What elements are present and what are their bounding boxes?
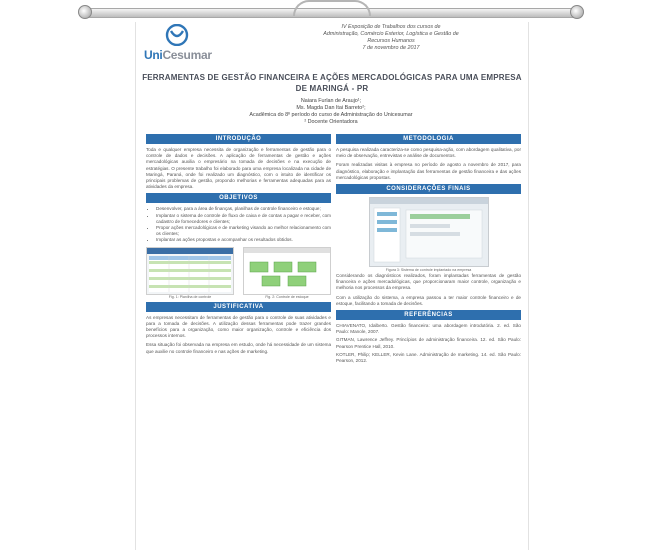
list-item: • Desenvolver, para a área de finanças, planilhas de controle financeiro e estoque; [156,206,331,212]
figure-caption-1: Fig. 1: Planilha de controle [168,294,212,299]
metodologia-text-1: A pesquisa realizada caracteriza-se como pesquisa-ação, com abordagem qualitativa, por meio de observação, entrevistas e análise de documentos. [336,147,521,159]
objetivos-list [146,206,331,243]
event-line-4: 7 de novembro de 2017 [362,45,420,51]
poster-title: FERRAMENTAS DE GESTÃO FINANCEIRA E AÇÕES MERCADOLÓGICAS PARA UMA EMPRESA DE MARINGÁ - PR [142,73,522,93]
justificativa-text-2: Essa situação foi observada na empresa em estudo, onde há necessidade de um sistema que auxilie no controle financeiro e nas ações de marketing. [146,342,331,354]
consideracoes-text-1: Considerando os diagnósticos realizados, foram implantadas ferramentas de gestão financeira e ações mercadológicas, que proporcionaram maior controle, organização e melhoria nos processos da empresa. [336,273,521,291]
event-header [286,24,496,52]
right-column [336,134,521,366]
section-heading-consideracoes: CONSIDERAÇÕES FINAIS [336,184,521,194]
list-item: • Implantar as ações propostas e acompanhar os resultados obtidos. [156,237,331,243]
section-heading-objetivos: OBJETIVOS [146,193,331,203]
figure-row [146,247,331,300]
introducao-text: Toda e qualquer empresa necessita de organização e ferramentas de gestão para o controle de dados e decisões. A aplicação de ferramentas de gestão e ações mercadológicas auxilia o empresário na tomada de decisões e na execução de estratégias. O presente trabalho foi elaborado para uma empresa localizada na cidade de Maringá, Paraná, onde foi realizado um diagnóstico, com o intuito de identificar os principais problemas de gestão, propondo melhorias e ferramentas adequadas para as atividades da empresa. [146,147,331,190]
reference-item: CHIAVENATO, Idalberto. Gestão financeira: uma abordagem introdutória. 2. ed. São Paulo: Manole, 2007. [336,323,521,335]
section-heading-metodologia: METODOLOGIA [336,134,521,144]
logo-mark-icon [164,24,190,46]
figure-spreadsheet-image [146,247,234,295]
list-item: • Implantar o sistema de controle de fluxo de caixa e de contas a pagar e receber, com cadastro de fornecedores e clientes; [156,213,331,225]
reference-item: GITMAN, Lawrence Jeffrey. Princípios de administração financeira. 12. ed. São Paulo: Pearson Prentice Hall, 2010. [336,337,521,349]
referencias-block [336,310,521,364]
poster [135,22,529,550]
affiliation: Acadêmica do 8º período do curso de Administração do Unicesumar [249,112,413,118]
event-line-3: Recursos Humanos [367,38,415,44]
screenshot-caption: Figura 3: Sistema de controle implantado na empresa [385,268,472,273]
list-item: • Propor ações mercadológicas e de marketing visando ao melhor relacionamento com os clientes; [156,225,331,237]
section-heading-introducao: INTRODUÇÃO [146,134,331,144]
figure-caption-2: Fig. 2: Controle de estoque [265,294,309,299]
event-line-2: Administração, Comércio Exterior, Logística e Gestão de [323,31,459,37]
author-1: Naiara Furlan de Araujo¹; [300,98,362,104]
hanger-wire [293,0,371,16]
unicesumar-logo [144,24,216,66]
left-column [146,134,331,358]
rod-right-knob [570,5,584,19]
consideracoes-text-2: Com a utilização do sistema, a empresa passou a ter maior controle financeiro e de estoque, facilitando a tomada de decisões. [336,294,521,306]
author-2: Ms. Magda Dan Itai Barreto²; [296,105,366,111]
figure-stock-image [243,247,331,295]
section-heading-referencias: REFERÊNCIAS [336,310,521,320]
metodologia-text-2: Foram realizadas visitas à empresa no período de agosto a novembro de 2017, para diagnóstico, elaboração e implantação das ferramentas de gestão financeira e das ações mercadológicas propostas. [336,162,521,180]
event-line-1: IV Exposição de Trabalhos dos cursos de [341,24,441,30]
reference-item: KOTLER, Philip; KELLER, Kevin Lane. Administração de marketing. 14. ed. São Paulo: Pearson, 2012. [336,351,521,364]
justificativa-text-1: As empresas necessitam de ferramentas de gestão para o controle de suas atividades e para a tomada de decisões. A utilização dessas ferramentas pode trazer grandes benefícios para a organização, como maior organização, controle e eficiência dos processos internos. [146,314,331,339]
authors-block [196,98,466,126]
advisor-note: ² Docente Orientadora [304,119,358,125]
section-heading-justificativa: JUSTIFICATIVA [146,302,331,312]
system-screenshot-image [369,197,489,267]
rod-left-knob [78,5,92,19]
logo-wordmark: UniCesumar [144,48,212,62]
